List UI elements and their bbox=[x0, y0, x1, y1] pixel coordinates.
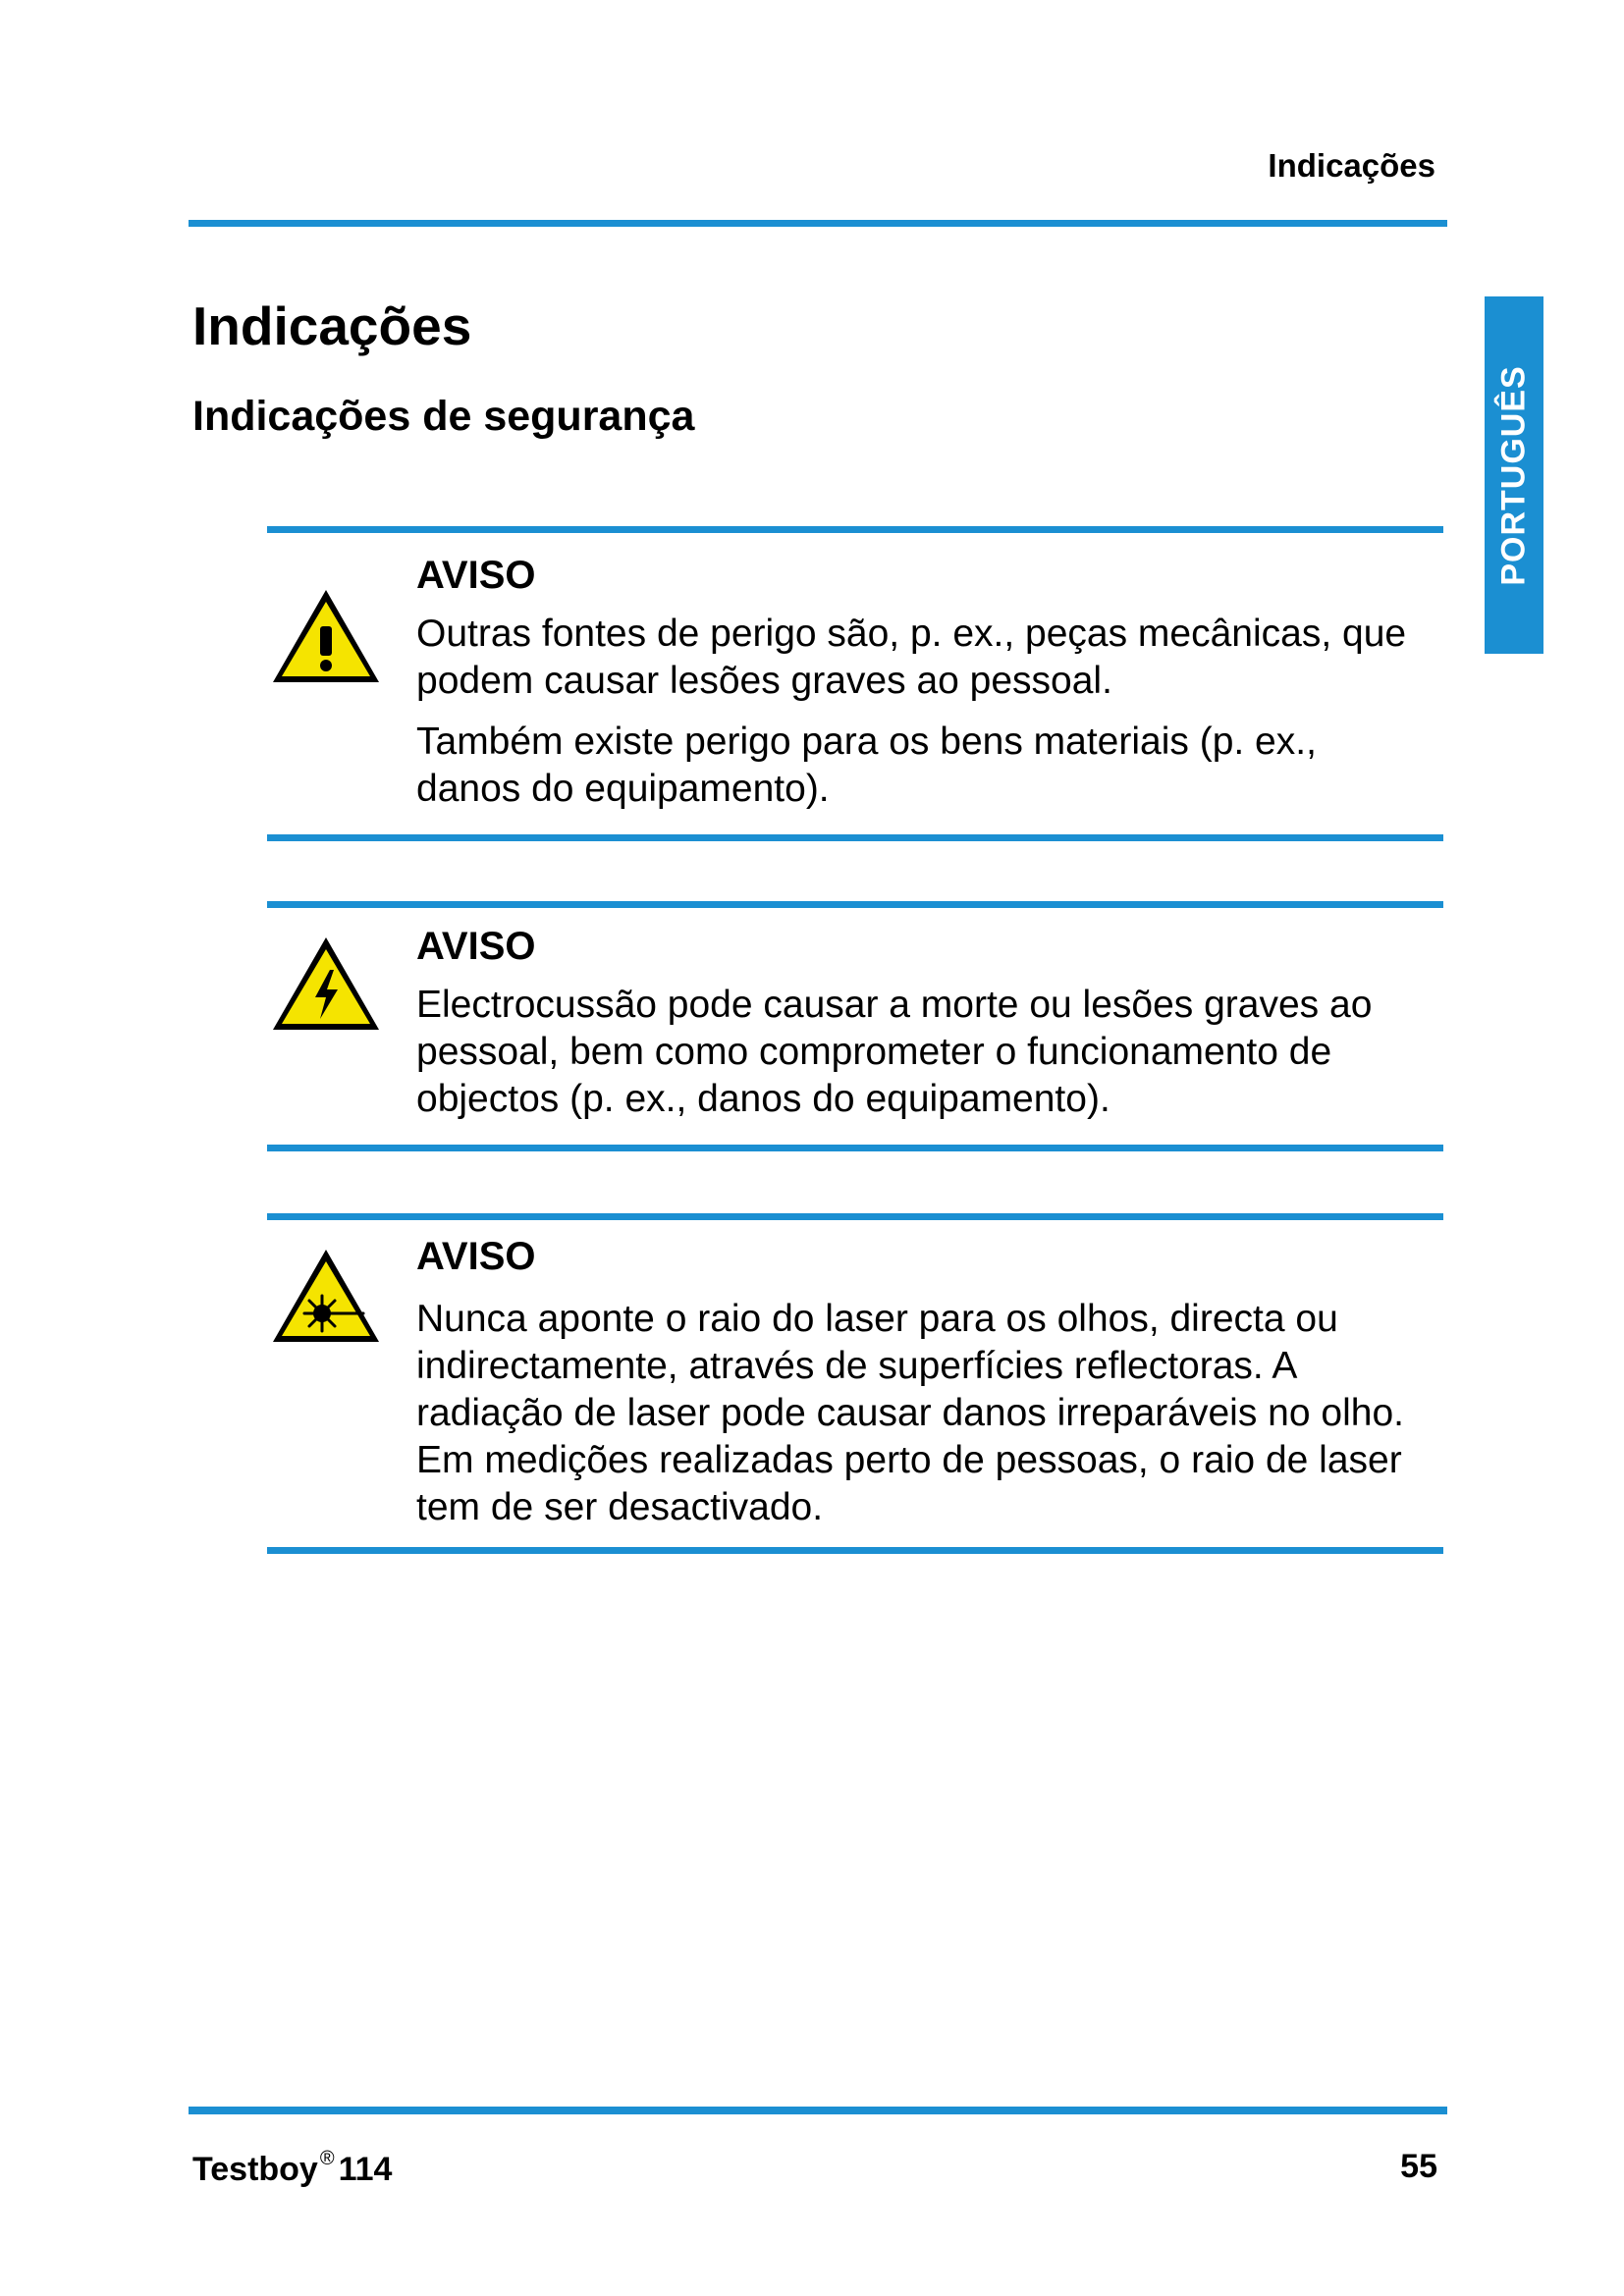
warning-rule-top bbox=[267, 526, 1443, 533]
footer-product bbox=[192, 2148, 392, 2189]
warning-paragraph: Electrocussão pode causar a morte ou lesões graves ao pessoal, bem como comprometer o funcionamento de objectos (p. ex., danos do equipamento). bbox=[416, 984, 1373, 1120]
header-rule bbox=[189, 220, 1447, 227]
warning-heading: AVISO bbox=[416, 1235, 536, 1278]
section-title: Indicações de segurança bbox=[192, 393, 695, 440]
warning-paragraph: Nunca aponte o raio do laser para os olhos, directa ou indirectamente, através de superfícies reflectoras. A radiação de laser pode causar danos irreparáveis no olho. Em medições realizadas perto de pessoas, o raio de laser tem de ser desactivado. bbox=[416, 1298, 1404, 1528]
general-warning-icon bbox=[269, 585, 383, 687]
footer-product-name: Testboy bbox=[192, 2151, 318, 2188]
language-tab-label: PORTUGUÊS bbox=[1494, 364, 1533, 586]
page-title: Indicações bbox=[192, 295, 472, 356]
laser-hazard-icon bbox=[269, 1245, 383, 1347]
warning-rule-bottom bbox=[267, 1145, 1443, 1151]
warning-rule-top bbox=[267, 1213, 1443, 1220]
warning-paragraph: Outras fontes de perigo são, p. ex., peças mecânicas, que podem causar lesões graves ao pessoal. bbox=[416, 613, 1407, 702]
language-tab bbox=[1485, 296, 1543, 654]
warning-rule-top bbox=[267, 901, 1443, 908]
page-number: 55 bbox=[1400, 2148, 1437, 2185]
electrical-hazard-icon bbox=[269, 933, 383, 1035]
running-header: Indicações bbox=[1268, 147, 1435, 184]
warning-rule-bottom bbox=[267, 834, 1443, 841]
warning-heading: AVISO bbox=[416, 554, 536, 597]
footer-model: 114 bbox=[338, 2151, 393, 2188]
warning-heading: AVISO bbox=[416, 925, 536, 968]
footer-rule bbox=[189, 2107, 1447, 2114]
warning-rule-bottom bbox=[267, 1547, 1443, 1554]
registered-mark: ® bbox=[319, 2148, 335, 2169]
warning-paragraph: Também existe perigo para os bens materiais (p. ex., danos do equipamento). bbox=[416, 721, 1317, 810]
